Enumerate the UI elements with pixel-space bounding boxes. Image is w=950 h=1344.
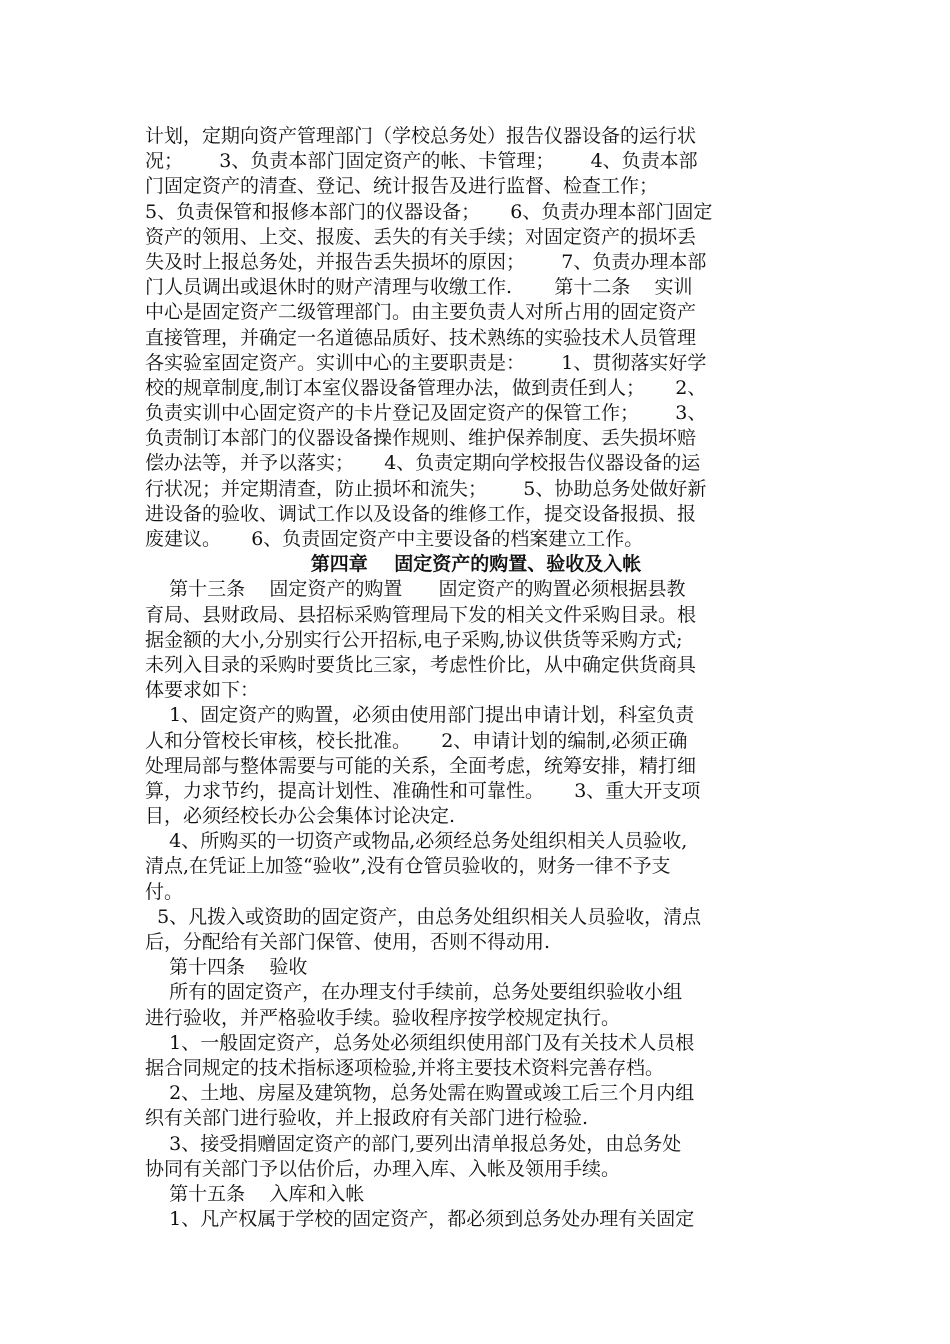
- document-page: [145, 124, 807, 1232]
- text-line: 1、一般固定资产，总务处必须组织使用部门及有关技术人员根: [145, 1031, 695, 1054]
- text-line: 第十四条 验收: [145, 956, 308, 979]
- text-line: 资产的领用、上交、报废、丢失的有关手续；对固定资产的损坏丢: [145, 225, 697, 248]
- text-line: 据金额的大小,分别实行公开招标,电子采购,协议供货等采购方式;: [145, 628, 683, 651]
- text-line: 失及时上报总务处，并报告丢失损坏的原因； 7、负责办理本部: [145, 250, 707, 273]
- text-line: 门人员调出或退休时的财产清理与收缴工作. 第十二条 实训: [145, 276, 693, 299]
- text-line: 负责制订本部门的仪器设备操作规则、维护保养制度、丢失损坏赔: [145, 427, 697, 450]
- text-line: 计划，定期向资产管理部门（学校总务处）报告仪器设备的运行状: [145, 125, 697, 147]
- text-line: 第十五条 入库和入帐: [145, 1182, 365, 1205]
- text-line: 4、所购买的一切资产或物品,必须经总务处组织相关人员验收,: [145, 830, 688, 853]
- text-line: 处理局部与整体需要与可能的关系，全面考虑，统筹安排，精打细: [145, 754, 697, 777]
- text-line: 3、接受捐赠固定资产的部门,要列出清单报总务处，由总务处: [145, 1132, 682, 1155]
- text-line: 据合同规定的技术指标逐项检验,并将主要技术资料完善存档。: [145, 1056, 665, 1079]
- text-line: 后，分配给有关部门保管、使用，否则不得动用.: [145, 931, 551, 953]
- text-line: 第十三条 固定资产的购置 固定资产的购置必须根据县教: [145, 578, 686, 601]
- text-line: 体要求如下：: [145, 679, 260, 702]
- text-line: 2、土地、房屋及建筑物，总务处需在购置或竣工后三个月内组: [145, 1082, 695, 1105]
- text-line: 行状况；并定期清查，防止损坏和流失； 5、协助总务处做好新: [145, 477, 707, 500]
- text-line: 进行验收，并严格验收手续。验收程序按学校规定执行。: [145, 1006, 621, 1029]
- text-line: 协同有关部门予以估价后，办理入库、入帐及领用手续。: [145, 1157, 621, 1180]
- text-line: 5、凡拨入或资助的固定资产，由总务处组织相关人员验收，清点: [145, 905, 702, 928]
- text-line: 况； 3、负责本部门固定资产的帐、卡管理； 4、负责本部: [145, 150, 698, 173]
- text-line: 1、凡产权属于学校的固定资产，都必须到总务处办理有关固定: [145, 1208, 695, 1231]
- text-line: 中心是固定资产二级管理部门。由主要负责人对所占用的固定资产: [145, 301, 697, 324]
- text-line: 付。: [145, 880, 184, 903]
- text-line: 5、负责保管和报修本部门的仪器设备； 6、负责办理本部门固定: [145, 200, 713, 223]
- text-line: 进设备的验收、调试工作以及设备的维修工作，提交设备报损、报: [145, 502, 697, 525]
- text-line: 直接管理，并确定一名道德品质好、技术熟练的实验技术人员管理: [145, 326, 697, 349]
- text-line: 人和分管校长审核，校长批准。 2、申请计划的编制,必须正确: [145, 729, 688, 752]
- text-line: 各实验室固定资产。实训中心的主要职责是： 1、贯彻落实好学: [145, 351, 707, 374]
- text-line: 负责实训中心固定资产的卡片登记及固定资产的保管工作； 3、: [145, 402, 707, 425]
- text-line: 偿办法等，并予以落实； 4、负责定期向学校报告仪器设备的运: [145, 452, 701, 475]
- text-line: 所有的固定资产，在办理支付手续前，总务处要组织验收小组: [145, 981, 683, 1004]
- text-line: 门固定资产的清查、登记、统计报告及进行监督、检查工作；: [145, 175, 659, 198]
- text-line: 废建议。 6、负责固定资产中主要设备的档案建立工作。: [145, 528, 644, 550]
- text-line: 1、固定资产的购置，必须由使用部门提出申请计划，科室负责: [145, 704, 695, 727]
- text-line: 算，力求节约，提高计划性、准确性和可靠性。 3、重大开支项: [145, 779, 701, 802]
- text-line: 未列入目录的采购时要货比三家，考虑性价比，从中确定供货商具: [145, 653, 697, 676]
- text-line: 清点,在凭证上加签“验收”,没有仓管员验收的，财务一律不予支: [145, 855, 671, 878]
- text-line: 目，必须经校长办公会集体讨论决定.: [145, 805, 456, 828]
- chapter-heading: 第四章 固定资产的购置、验收及入帐: [310, 553, 642, 576]
- text-line: 织有关部门进行验收，并上报政府有关部门进行检验.: [145, 1107, 589, 1130]
- text-line: 育局、县财政局、县招标采购管理局下发的相关文件采购目录。根: [145, 603, 697, 626]
- text-line: 校的规章制度,制订本室仪器设备管理办法，做到责任到人； 2、: [145, 376, 707, 399]
